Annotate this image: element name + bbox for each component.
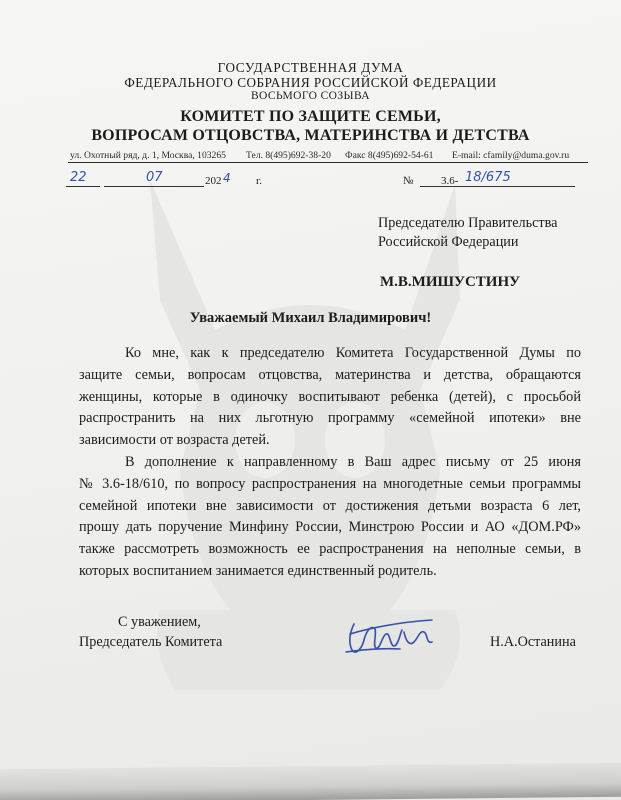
body-paragraph-2 (79, 452, 581, 583)
date-day: 22 (70, 170, 87, 185)
paragraph-line: Ко мне, как к председателю Комитета Государственной Думы по (125, 345, 581, 361)
paragraph-line: также рассмотреть возможность ее распространения на неполные семьи, в (79, 541, 581, 558)
header-divider (68, 162, 588, 163)
date-year-suffix: 4 (223, 171, 231, 185)
paragraph-line: № 3.6-18/610, по вопросу распространения на многодетные семьи программы (79, 475, 581, 492)
paragraph-line: В дополнение к направленному в Ваш адрес письму от 25 июня (125, 454, 581, 470)
paragraph-line: прошу дать поручение Минфину России, Минстрою России и АО «ДОМ.РФ» (79, 519, 581, 536)
date-month-underline (104, 186, 204, 187)
handwritten-signature-icon (340, 612, 450, 660)
org-line-duma: ГОСУДАРСТВЕННАЯ ДУМА (217, 60, 404, 75)
recipient-name: М.В.МИШУСТИНУ (380, 274, 521, 290)
org-line-convocation: ВОСЬМОГО СОЗЫВА (250, 90, 371, 102)
committee-title-line1: КОМИТЕТ ПО ЗАЩИТЕ СЕМЬИ, (180, 108, 441, 125)
number-label: № (403, 175, 414, 187)
date-month: 07 (146, 170, 163, 185)
paragraph-line: распространить на них льготную программу «семейной ипотеки» вне (79, 410, 581, 427)
signer-name: Н.А.Останина (490, 634, 576, 650)
contact-email: E-mail: cfamily@duma.gov.ru (452, 150, 570, 161)
closing-regards: С уважением, (118, 614, 201, 630)
committee-title-line2: ВОПРОСАМ ОТЦОВСТВА, МАТЕРИНСТВА И ДЕТСТВА (91, 127, 530, 144)
paragraph-line: зависимости от возраста детей. (79, 432, 270, 449)
date-year-prefix: 202 (205, 175, 222, 187)
paragraph-line: защите семьи, вопросам отцовства, материнства и детства, обращаются (79, 366, 581, 383)
contact-phone: Тел. 8(495)692-38-20 (246, 150, 331, 161)
paragraph-line: женщины, которые в одиночку воспитывают ребенка (детей), с просьбой (79, 388, 581, 405)
paragraph-line: которых воспитанием занимается единственный родитель. (79, 562, 437, 579)
recipient-line2: Российской Федерации (378, 234, 519, 250)
org-line-federal-assembly: ФЕДЕРАЛЬНОГО СОБРАНИЯ РОССИЙСКОЙ ФЕДЕРАЦИИ (124, 75, 497, 90)
body-paragraph-1 (79, 343, 581, 452)
number-handwritten: 18/675 (465, 170, 511, 185)
contact-address: ул. Охотный ряд, д. 1, Москва, 103265 (70, 150, 226, 161)
recipient-line1: Председателю Правительства (378, 215, 558, 231)
number-printed: 3.6- (441, 175, 459, 187)
date-day-underline (66, 186, 100, 187)
salutation: Уважаемый Михаил Владимирович! (189, 310, 432, 326)
closing-position: Председатель Комитета (79, 634, 223, 650)
page-bottom-edge (0, 763, 621, 800)
contact-fax: Факс 8(495)692-54-61 (345, 150, 434, 161)
date-year-unit: г. (256, 175, 263, 187)
paragraph-line: семейной ипотеки вне зависимости от достижения детьми возраста 6 лет, (79, 497, 581, 514)
